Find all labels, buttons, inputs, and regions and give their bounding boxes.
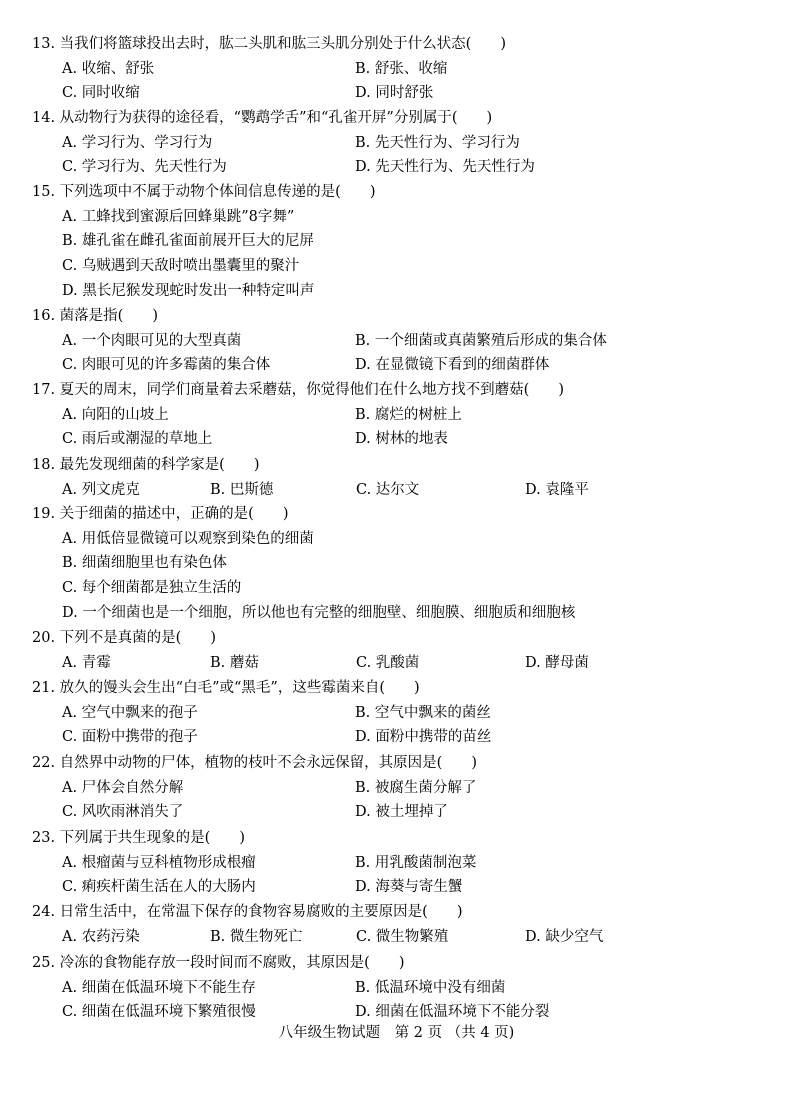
question-stem: [0, 33, 793, 55]
page-footer: 八年级生物试题 第 2 页 （共 4 页): [278, 1025, 515, 1041]
question-stem-text: 15. 下列选项中不属于动物个体间信息传递的是( ): [32, 184, 376, 200]
answer-option: D. 酵母菌: [525, 654, 589, 671]
option-row: [0, 852, 793, 874]
option-row: [0, 876, 793, 898]
option-row: [0, 602, 793, 624]
answer-option: B. 巴斯德: [210, 481, 274, 498]
question-stem: [0, 107, 793, 129]
question-stem-text: 25. 冷冻的食物能存放一段时间而不腐败，其原因是( ): [32, 955, 405, 971]
answer-option: C. 达尔文: [356, 481, 420, 498]
answer-option: A. 学习行为、学习行为: [62, 134, 213, 151]
answer-option: C. 乳酸菌: [356, 654, 420, 671]
answer-option: A. 根瘤菌与豆科植物形成根瘤: [62, 854, 256, 871]
question-stem: [0, 305, 793, 327]
question-stem-text: 21. 放久的馒头会生出“白毛”或“黑毛”，这些霉菌来自( ): [32, 680, 420, 696]
answer-option: B. 细菌细胞里也有染色体: [62, 555, 227, 572]
option-row: [0, 528, 793, 550]
option-row: [0, 726, 793, 748]
answer-option: B. 低温环境中没有细菌: [355, 979, 506, 996]
answer-option: B. 被腐生菌分解了: [355, 779, 477, 796]
answer-option: A. 收缩、舒张: [62, 60, 155, 77]
answer-option: C. 面粉中携带的孢子: [62, 729, 198, 746]
answer-option: B. 蘑菇: [210, 654, 259, 671]
question-stem-text: 24. 日常生活中，在常温下保存的食物容易腐败的主要原因是( ): [32, 904, 463, 920]
answer-option: B. 微生物死亡: [210, 928, 303, 945]
answer-option: D. 海葵与寄生蟹: [355, 879, 463, 896]
answer-option: D. 缺少空气: [525, 928, 604, 945]
option-row: [0, 428, 793, 450]
answer-option: B. 腐烂的树桩上: [355, 406, 462, 423]
option-row: [0, 230, 793, 252]
answer-option: C. 风吹雨淋消失了: [62, 804, 184, 821]
answer-option: B. 用乳酸菌制泡菜: [355, 854, 477, 871]
answer-option: A. 用低倍显微镜可以观察到染色的细菌: [62, 530, 314, 547]
option-row: [0, 330, 793, 352]
option-row: [0, 404, 793, 426]
question-stem: [0, 677, 793, 699]
option-row: [0, 977, 793, 999]
answer-option: C. 同时收缩: [62, 85, 140, 102]
question-stem-text: 19. 关于细菌的描述中，正确的是( ): [32, 506, 289, 522]
question-stem-text: 14. 从动物行为获得的途径看，“鹦鹉学舌”和“孔雀开屏”分别属于( ): [32, 110, 493, 126]
answer-option: A. 空气中飘来的孢子: [62, 704, 198, 721]
answer-option: C. 细菌在低温环境下繁殖很慢: [62, 1004, 256, 1021]
option-row: [0, 58, 793, 80]
answer-option: D. 面粉中携带的苗丝: [355, 729, 492, 746]
question-stem: [0, 901, 793, 923]
answer-option: A. 青霉: [62, 654, 111, 671]
answer-option: D. 袁隆平: [525, 481, 589, 498]
answer-option: D. 树林的地表: [355, 431, 448, 448]
answer-option: D. 同时舒张: [355, 85, 434, 102]
option-row: [0, 206, 793, 228]
answer-option: C. 学习行为、先天性行为: [62, 159, 227, 176]
question-stem: [0, 627, 793, 649]
answer-option: C. 每个细菌都是独立生活的: [62, 580, 242, 597]
answer-option: D. 被土埋掉了: [355, 804, 448, 821]
question-stem-text: 17. 夏天的周末，同学们商量着去采蘑菇，你觉得他们在什么地方找不到蘑菇( ): [32, 382, 564, 398]
answer-option: B. 先天性行为、学习行为: [355, 134, 520, 151]
option-row: [0, 354, 793, 376]
option-row: [0, 255, 793, 277]
question-stem-text: 22. 自然界中动物的尸体，植物的枝叶不会永远保留，其原因是( ): [32, 755, 477, 771]
option-row: [0, 82, 793, 104]
question-stem-text: 13. 当我们将篮球投出去时，肱二头肌和肱三头肌分别处于什么状态( ): [32, 36, 506, 52]
question-stem: [0, 752, 793, 774]
answer-option: D. 细菌在低温环境下不能分裂: [355, 1004, 550, 1021]
answer-option: D. 在显微镜下看到的细菌群体: [355, 357, 550, 374]
option-row: [0, 132, 793, 154]
question-stem-text: 18. 最先发现细菌的科学家是( ): [32, 457, 260, 473]
question-stem: [0, 379, 793, 401]
question-stem-text: 16. 菌落是指( ): [32, 308, 158, 324]
answer-option: A. 细菌在低温环境下不能生存: [62, 979, 256, 996]
answer-option: B. 雄孔雀在雌孔雀面前展开巨大的尼屏: [62, 233, 314, 250]
answer-option: C. 乌贼遇到天敌时喷出墨囊里的聚汁: [62, 258, 300, 275]
answer-option: A. 农药污染: [62, 928, 140, 945]
question-stem: [0, 454, 793, 476]
option-row: [0, 702, 793, 724]
answer-option: C. 微生物繁殖: [356, 928, 449, 945]
option-row: [0, 577, 793, 599]
answer-option: D. 一个细菌也是一个细胞，所以他也有完整的细胞壁、细胞膜、细胞质和细胞核: [62, 604, 576, 621]
answer-option: B. 舒张、收缩: [355, 60, 448, 77]
option-row: [0, 479, 793, 501]
answer-option: A. 一个肉眼可见的大型真菌: [62, 332, 242, 349]
answer-option: A. 工蜂找到蜜源后回蜂巢跳”8字舞”: [62, 208, 295, 225]
answer-option: B. 一个细菌或真菌繁殖后形成的集合体: [355, 332, 607, 349]
question-stem-text: 23. 下列属于共生现象的是( ): [32, 830, 245, 846]
answer-option: A. 向阳的山坡上: [62, 406, 169, 423]
option-row: [0, 1001, 793, 1023]
question-stem: [0, 503, 793, 525]
answer-option: B. 空气中飘来的菌丝: [355, 704, 491, 721]
answer-option: C. 痢疾杆菌生活在人的大肠内: [62, 879, 256, 896]
option-row: [0, 777, 793, 799]
answer-option: A. 尸体会自然分解: [62, 779, 184, 796]
option-row: [0, 280, 793, 302]
answer-option: C. 雨后或潮湿的草地上: [62, 431, 213, 448]
option-row: [0, 926, 793, 948]
option-row: [0, 801, 793, 823]
option-row: [0, 552, 793, 574]
option-row: [0, 156, 793, 178]
answer-option: D. 先天性行为、先天性行为: [355, 159, 535, 176]
option-row: [0, 652, 793, 674]
answer-option: C. 肉眼可见的许多霉菌的集合体: [62, 357, 271, 374]
question-stem: [0, 827, 793, 849]
question-stem: [0, 952, 793, 974]
answer-option: A. 列文虎克: [62, 481, 140, 498]
question-stem-text: 20. 下列不是真菌的是( ): [32, 630, 216, 646]
answer-option: D. 黑长尼猴发现蛇时发出一种特定叫声: [62, 282, 315, 299]
question-stem: [0, 181, 793, 203]
